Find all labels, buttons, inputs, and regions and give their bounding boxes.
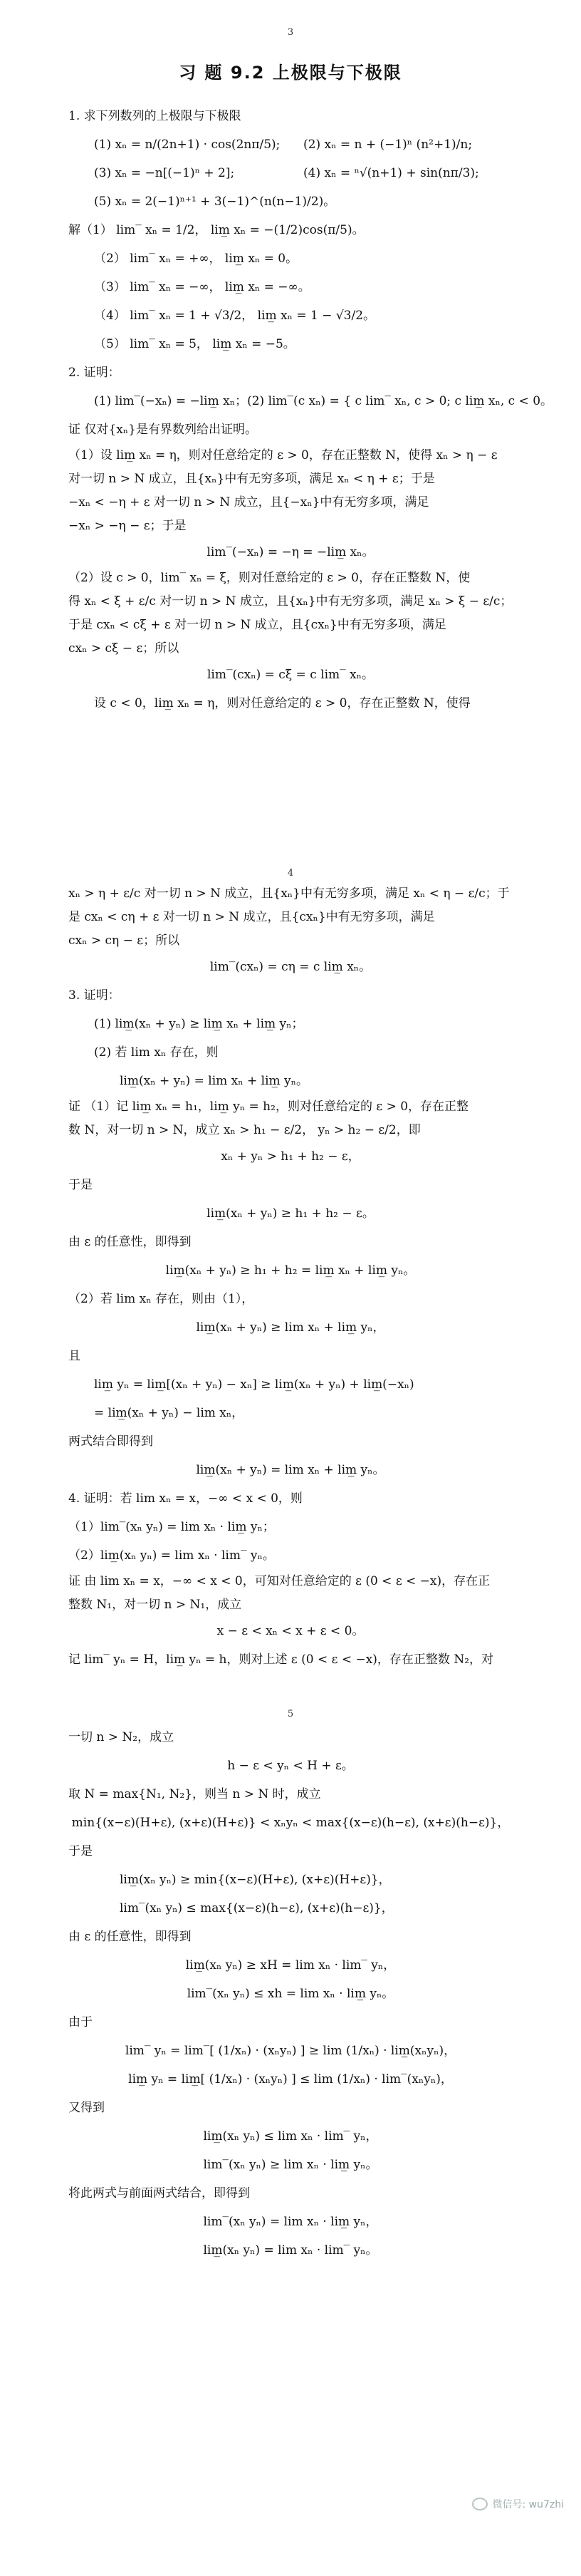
text-line: （1）lim‾(xₙ yₙ) = lim xₙ · lim̲ yₙ； xyxy=(68,1520,275,1534)
text-line: lim‾(cxₙ) = cη = c lim̲ xₙ。 xyxy=(209,960,372,974)
text-line: lim‾(cxₙ) = cξ = c lim‾ xₙ。 xyxy=(207,668,374,682)
wechat-id: 微信号: wu7zhi xyxy=(492,2499,564,2510)
text-line: lim̲(xₙ + yₙ) ≥ lim xₙ + lim̲ yₙ， xyxy=(196,1320,385,1335)
text-line: 记 lim‾ yₙ = H，lim̲ yₙ = h，则对上述 ε (0 < ε < −x)，存在正整数 N₂，对 xyxy=(68,1652,494,1667)
text-column-left: (1) lim‾(−xₙ) = −lim̲ xₙ； xyxy=(94,394,248,408)
text-line: (5) xₙ = 2(−1)ⁿ⁺¹ + 3(−1)^(n(n−1)/2)。 xyxy=(94,195,336,209)
text-line: 两式结合即得到 xyxy=(68,1434,153,1449)
text-line: −xₙ < −η + ε 对一切 n > N 成立，且{−xₙ}中有无穷多项，满足 xyxy=(68,495,429,509)
text-line: lim̲(xₙ + yₙ) = lim xₙ + lim̲ yₙ。 xyxy=(196,1463,385,1477)
text-line: 且 xyxy=(68,1349,80,1363)
text-line xyxy=(68,387,553,415)
text-line: 数 N，对一切 n > N，成立 xₙ > h₁ − ε/2， yₙ > h₂ − ε/2，即 xyxy=(68,1123,421,1137)
text-line: 由 ε 的任意性，即得到 xyxy=(68,1235,192,1249)
text-line: 1. 求下列数列的上极限与下极限 xyxy=(68,109,241,123)
text-line: 于是 xyxy=(68,1178,93,1192)
text-column-left: (1) xₙ = n/(2n+1) · cos(2nπ/5); xyxy=(94,138,281,152)
text-line: 得 xₙ < ξ + ε/c 对一切 n > N 成立，且{xₙ}中有无穷多项，满足 xₙ > ξ − ε/c； xyxy=(68,594,513,609)
text-line: 4. 证明：若 lim xₙ = x，−∞ < x < 0，则 xyxy=(68,1491,303,1506)
text-line: 于是 cxₙ < cξ + ε 对一切 n > N 成立，且{cxₙ}中有无穷多项，满足 xyxy=(68,618,446,632)
text-column-left: (3) xₙ = −n[(−1)ⁿ + 2]; xyxy=(94,166,235,180)
text-line: 解（1） lim‾ xₙ = 1/2， lim̲ xₙ = −(1/2)cos(π/5)。 xyxy=(68,223,365,237)
text-line: 证 由 lim xₙ = x，−∞ < x < 0，可知对任意给定的 ε (0 < ε < −x)，存在正 xyxy=(68,1574,491,1588)
text-line: min{(x−ε)(H+ε), (x+ε)(H+ε)} < xₙyₙ < max{(x−ε)(h−ε), (x+ε)(h−ε)}， xyxy=(71,1816,510,1830)
text-line: 2. 证明： xyxy=(68,366,120,380)
text-line: 证 （1）记 lim̲ xₙ = h₁，lim̲ yₙ = h₂，则对任意给定的 ε > 0，存在正整 xyxy=(68,1100,469,1114)
text-line: 由于 xyxy=(68,2015,93,2029)
text-line: 对一切 n > N 成立，且{xₙ}中有无穷多项，满足 xₙ < η + ε；于是 xyxy=(68,472,435,486)
text-line xyxy=(68,159,513,187)
wechat-icon xyxy=(472,2498,488,2510)
page-number: 3 xyxy=(287,27,294,38)
text-line: −xₙ > −η − ε；于是 xyxy=(68,519,187,533)
text-line: lim‾(xₙ yₙ) ≥ lim xₙ · lim̲ yₙ。 xyxy=(203,2158,378,2172)
text-line: cxₙ > cη − ε；所以 xyxy=(68,933,180,948)
text-line: 设 c < 0，lim̲ xₙ = η，则对任意给定的 ε > 0，存在正整数 N，使得 xyxy=(94,696,471,710)
text-line: xₙ + yₙ > h₁ + h₂ − ε， xyxy=(221,1149,360,1164)
text-line: （5） lim‾ xₙ = 5， lim̲ xₙ = −5。 xyxy=(94,337,295,351)
page-number: 5 xyxy=(287,1709,294,1719)
page-2 xyxy=(0,841,581,1682)
text-line: (1) lim̲(xₙ + yₙ) ≥ lim̲ xₙ + lim̲ yₙ； xyxy=(94,1017,304,1031)
text-line: cxₙ > cξ − ε；所以 xyxy=(68,641,179,656)
text-line: 证 仅对{xₙ}是有界数列给出证明。 xyxy=(68,423,257,437)
section-title: 习 题 9.2 上极限与下极限 xyxy=(179,63,402,83)
text-line: = lim̲(xₙ + yₙ) − lim xₙ， xyxy=(94,1406,244,1420)
text-line: 取 N = max{N₁, N₂}，则当 n > N 时，成立 xyxy=(68,1787,321,1801)
text-line: 3. 证明： xyxy=(68,988,120,1003)
text-line: lim̲ yₙ = lim̲[ (1/xₙ) · (xₙyₙ) ] ≤ lim (1/xₙ) · lim‾(xₙyₙ)， xyxy=(128,2072,453,2086)
text-line: 由 ε 的任意性，即得到 xyxy=(68,1930,192,1944)
page-number: 4 xyxy=(287,868,294,879)
page-1 xyxy=(0,0,581,841)
text-line: lim̲(xₙ + yₙ) ≥ h₁ + h₂ − ε。 xyxy=(206,1206,375,1221)
text-column-right: (4) xₙ = ⁿ√(n+1) + sin(nπ/3); xyxy=(303,166,479,180)
page-3 xyxy=(0,1682,581,2523)
text-line: lim̲ yₙ = lim̲[(xₙ + yₙ) − xₙ] ≥ lim̲(xₙ + yₙ) + lim̲(−xₙ) xyxy=(94,1377,414,1392)
text-line: lim‾(xₙ yₙ) ≤ xh = lim xₙ · lim̲ yₙ。 xyxy=(187,1987,394,2001)
text-line: （2）lim̲(xₙ yₙ) = lim xₙ · lim‾ yₙ。 xyxy=(68,1548,275,1563)
text-line: lim‾(xₙ yₙ) = lim xₙ · lim̲ yₙ， xyxy=(203,2215,378,2229)
text-line: x − ε < xₙ < x + ε < 0。 xyxy=(216,1624,365,1638)
text-line: lim̲(xₙ yₙ) ≤ lim xₙ · lim‾ yₙ， xyxy=(203,2129,378,2143)
wechat-watermark xyxy=(472,2497,564,2511)
text-line: lim̲(xₙ yₙ) ≥ min{(x−ε)(H+ε), (x+ε)(H+ε)}， xyxy=(120,1873,391,1887)
text-line: lim̲(xₙ yₙ) ≥ xH = lim xₙ · lim‾ yₙ， xyxy=(185,1958,396,1972)
text-line: （2）若 lim xₙ 存在，则由（1）， xyxy=(68,1292,254,1306)
text-line: lim̲(xₙ yₙ) = lim xₙ · lim‾ yₙ。 xyxy=(203,2243,378,2257)
text-line: xₙ > η + ε/c 对一切 n > N 成立，且{xₙ}中有无穷多项，满足 xₙ < η − ε/c；于 xyxy=(68,886,510,901)
text-line: 将此两式与前面两式结合，即得到 xyxy=(68,2186,250,2200)
text-line: lim‾ yₙ = lim‾[ (1/xₙ) · (xₙyₙ) ] ≥ lim (1/xₙ) · lim̲(xₙyₙ)， xyxy=(125,2044,456,2058)
text-line: lim‾(−xₙ) = −η = −lim̲ xₙ。 xyxy=(206,545,375,559)
text-line: （1）设 lim̲ xₙ = η，则对任意给定的 ε > 0，存在正整数 N，使得 xₙ > η − ε xyxy=(68,448,498,462)
text-line: 于是 xyxy=(68,1844,93,1858)
text-line: （2） lim‾ xₙ = +∞， lim̲ xₙ = 0。 xyxy=(94,252,298,266)
text-line: （3） lim‾ xₙ = −∞， lim̲ xₙ = −∞。 xyxy=(94,280,310,294)
text-line: 是 cxₙ < cη + ε 对一切 n > N 成立，且{cxₙ}中有无穷多项，满足 xyxy=(68,910,435,924)
text-column-right: (2) xₙ = n + (−1)ⁿ (n²+1)/n; xyxy=(303,138,473,152)
text-line: 整数 N₁，对一切 n > N₁，成立 xyxy=(68,1598,242,1612)
text-line: lim̲(xₙ + yₙ) = lim xₙ + lim̲ yₙ。 xyxy=(120,1074,309,1088)
text-column-right: (2) lim‾(c xₙ) = { c lim‾ xₙ, c > 0; c lim̲ xₙ, c < 0。 xyxy=(247,394,553,408)
text-line xyxy=(68,130,513,159)
text-line: 一切 n > N₂，成立 xyxy=(68,1730,174,1744)
text-line: lim̲(xₙ + yₙ) ≥ h₁ + h₂ = lim̲ xₙ + lim̲ yₙ。 xyxy=(165,1263,416,1278)
text-line: lim‾(xₙ yₙ) ≤ max{(x−ε)(h−ε), (x+ε)(h−ε)}， xyxy=(120,1901,394,1915)
text-line: （4） lim‾ xₙ = 1 + √3/2， lim̲ xₙ = 1 − √3/2。 xyxy=(94,309,376,323)
text-line: (2) 若 lim xₙ 存在，则 xyxy=(94,1045,219,1060)
text-line: h − ε < yₙ < H + ε。 xyxy=(227,1759,354,1773)
text-line: （2）设 c > 0，lim‾ xₙ = ξ，则对任意给定的 ε > 0，存在正整数 N，使 xyxy=(68,571,471,585)
text-line: 又得到 xyxy=(68,2101,105,2115)
